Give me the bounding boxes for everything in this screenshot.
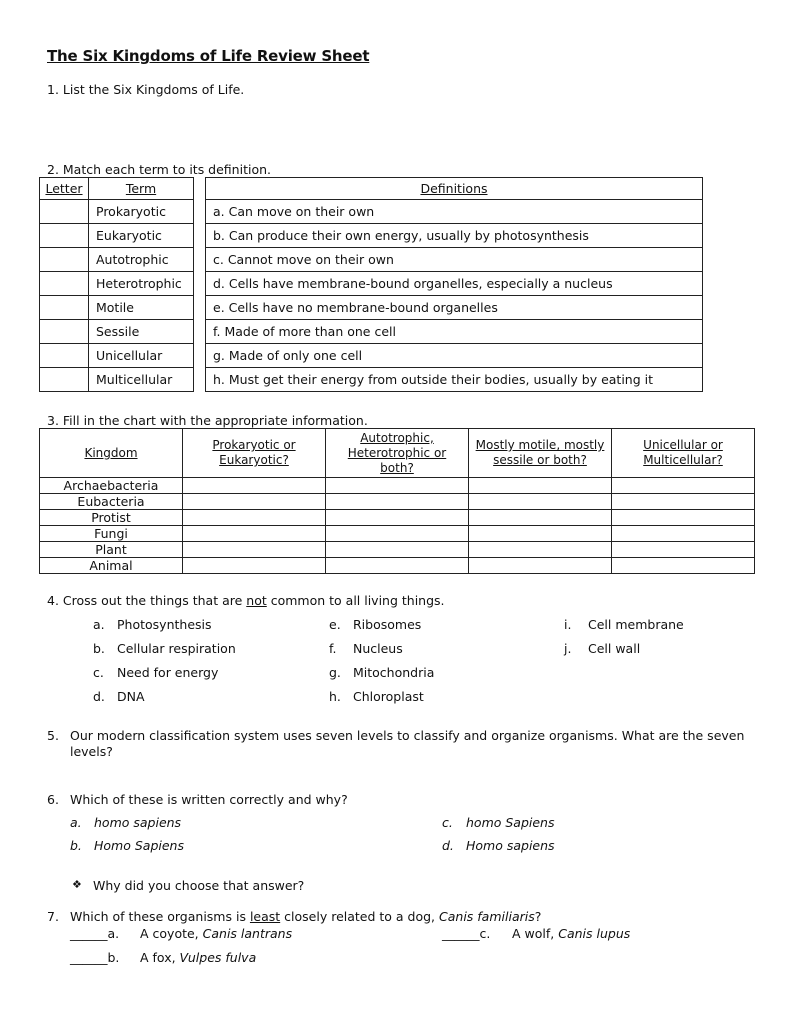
table-row — [40, 542, 755, 558]
option-letter: c. — [442, 815, 453, 830]
header-line: Unicellular or — [643, 438, 723, 452]
header-line: Eukaryotic? — [219, 453, 289, 467]
option-text: A fox, — [140, 950, 180, 965]
answer-cell[interactable] — [469, 558, 612, 574]
question-7-number: 7. — [47, 909, 59, 924]
option-d[interactable] — [93, 689, 145, 704]
kingdom-cell: Fungi — [40, 526, 183, 542]
answer-blank: ______b. — [70, 950, 120, 965]
option-letter: b. — [93, 641, 105, 656]
option-c[interactable] — [442, 815, 555, 830]
term-cell: Unicellular — [89, 344, 194, 368]
answer-cell[interactable] — [183, 558, 326, 574]
header-line: sessile or both? — [493, 453, 587, 467]
kingdom-header-text: Kingdom — [84, 445, 138, 460]
letter-answer-cell[interactable] — [40, 248, 89, 272]
prompt-text: ? — [534, 909, 542, 924]
question-4-prompt — [47, 593, 445, 609]
answer-cell[interactable] — [612, 510, 755, 526]
option-letter: i. — [564, 617, 572, 632]
question-2-prompt: 2. Match each term to its definition. — [47, 162, 271, 177]
page-title: The Six Kingdoms of Life Review Sheet — [47, 47, 370, 65]
letter-term-table — [39, 177, 194, 392]
header-line: Autotrophic, — [360, 430, 434, 445]
definitions-table — [205, 177, 703, 392]
option-b[interactable] — [70, 950, 256, 965]
option-text: Homo Sapiens — [94, 838, 184, 853]
answer-cell[interactable] — [469, 510, 612, 526]
answer-cell[interactable] — [326, 510, 469, 526]
definition-cell: e. Cells have no membrane-bound organelles — [206, 296, 703, 320]
option-text: Ribosomes — [353, 617, 422, 632]
motile-header — [469, 429, 612, 478]
option-d[interactable] — [442, 838, 555, 853]
option-f[interactable] — [329, 641, 403, 656]
option-letter: h. — [329, 689, 341, 704]
option-text: Homo sapiens — [466, 838, 555, 853]
letter-header: Letter — [40, 178, 89, 200]
term-cell: Prokaryotic — [89, 200, 194, 224]
answer-cell[interactable] — [326, 558, 469, 574]
option-c[interactable] — [442, 926, 630, 941]
answer-cell[interactable] — [183, 478, 326, 494]
answer-cell[interactable] — [183, 542, 326, 558]
option-text: homo sapiens — [94, 815, 182, 830]
table-row — [40, 494, 755, 510]
kingdom-chart — [39, 428, 755, 574]
kingdom-cell: Eubacteria — [40, 494, 183, 510]
option-a[interactable] — [93, 617, 212, 632]
question-1: 1. List the Six Kingdoms of Life. — [47, 82, 245, 97]
question-6-number: 6. — [47, 792, 59, 807]
letter-answer-cell[interactable] — [40, 296, 89, 320]
letter-answer-cell[interactable] — [40, 272, 89, 296]
bullet-icon: ❖ — [72, 878, 82, 891]
option-species: Vulpes fulva — [179, 950, 257, 965]
question-3-prompt: 3. Fill in the chart with the appropriate information. — [47, 413, 368, 428]
term-cell: Heterotrophic — [89, 272, 194, 296]
option-i[interactable] — [564, 617, 684, 632]
option-letter: j. — [564, 641, 572, 656]
term-cell: Sessile — [89, 320, 194, 344]
header-line: Heterotrophic or — [347, 445, 447, 460]
question-6-prompt: Which of these is written correctly and why? — [70, 792, 348, 807]
option-a[interactable] — [70, 815, 181, 830]
option-text: A wolf, — [512, 926, 559, 941]
prompt-text: 4. Cross out the things that are — [47, 593, 247, 608]
question-7-prompt — [70, 909, 541, 924]
answer-cell[interactable] — [326, 478, 469, 494]
question-5-line-2: levels? — [70, 744, 113, 759]
term-cell: Eukaryotic — [89, 224, 194, 248]
definitions-header: Definitions — [206, 178, 703, 200]
option-letter: a. — [70, 815, 82, 830]
kingdom-cell: Protist — [40, 510, 183, 526]
autotrophic-header — [326, 429, 469, 478]
option-b[interactable] — [93, 641, 236, 656]
header-line: Prokaryotic or — [212, 438, 296, 452]
letter-answer-cell[interactable] — [40, 320, 89, 344]
term-header: Term — [89, 178, 194, 200]
table-row — [40, 558, 755, 574]
option-text: Cell wall — [588, 641, 641, 656]
option-text: Chloroplast — [353, 689, 424, 704]
definition-cell: b. Can produce their own energy, usually by photosynthesis — [206, 224, 703, 248]
option-e[interactable] — [329, 617, 421, 632]
prompt-text: common to all living things. — [266, 593, 445, 608]
answer-cell[interactable] — [612, 494, 755, 510]
prompt-emphasis: not — [246, 593, 267, 608]
option-species: Canis lupus — [558, 926, 631, 941]
answer-cell[interactable] — [612, 542, 755, 558]
option-letter: b. — [70, 838, 82, 853]
answer-blank: ______a. — [70, 926, 120, 941]
question-5-line-1: Our modern classification system uses seven levels to classify and organize organisms. What are the seven — [70, 728, 745, 743]
header-line: Mostly motile, mostly — [475, 438, 605, 452]
kingdom-header — [40, 429, 183, 478]
answer-cell[interactable] — [326, 526, 469, 542]
answer-cell[interactable] — [469, 542, 612, 558]
letter-answer-cell[interactable] — [40, 368, 89, 392]
option-letter: c. — [93, 665, 104, 680]
term-cell: Multicellular — [89, 368, 194, 392]
definition-cell: f. Made of more than one cell — [206, 320, 703, 344]
option-text: DNA — [117, 689, 145, 704]
definition-cell: h. Must get their energy from outside their bodies, usually by eating it — [206, 368, 703, 392]
kingdom-cell: Animal — [40, 558, 183, 574]
definition-cell: a. Can move on their own — [206, 200, 703, 224]
letter-answer-cell[interactable] — [40, 344, 89, 368]
answer-cell[interactable] — [183, 510, 326, 526]
option-text: homo Sapiens — [466, 815, 555, 830]
kingdom-cell: Archaebacteria — [40, 478, 183, 494]
answer-cell[interactable] — [612, 526, 755, 542]
prompt-emphasis: least — [249, 909, 281, 924]
option-text: A coyote, — [140, 926, 203, 941]
option-text: Nucleus — [353, 641, 403, 656]
term-cell: Motile — [89, 296, 194, 320]
table-row — [40, 478, 755, 494]
option-text: Photosynthesis — [117, 617, 212, 632]
header-line: both? — [380, 460, 414, 475]
letter-answer-cell[interactable] — [40, 224, 89, 248]
option-text: Cell membrane — [588, 617, 684, 632]
option-text: Need for energy — [117, 665, 219, 680]
answer-cell[interactable] — [183, 526, 326, 542]
option-h[interactable] — [329, 689, 424, 704]
header-line: Multicellular? — [643, 453, 723, 467]
table-row — [40, 510, 755, 526]
answer-cell[interactable] — [469, 526, 612, 542]
prompt-species: Canis familiaris — [439, 909, 535, 924]
option-text: Mitochondria — [353, 665, 435, 680]
option-c[interactable] — [93, 665, 218, 680]
definition-cell: d. Cells have membrane-bound organelles, especially a nucleus — [206, 272, 703, 296]
term-cell: Autotrophic — [89, 248, 194, 272]
option-j[interactable] — [564, 641, 640, 656]
option-letter: a. — [93, 617, 105, 632]
option-letter: f. — [329, 641, 337, 656]
kingdom-cell: Plant — [40, 542, 183, 558]
answer-cell[interactable] — [183, 494, 326, 510]
option-letter: d. — [93, 689, 105, 704]
answer-cell[interactable] — [612, 478, 755, 494]
prompt-text: Which of these organisms is — [70, 909, 250, 924]
option-letter: e. — [329, 617, 341, 632]
definition-cell: g. Made of only one cell — [206, 344, 703, 368]
prokaryotic-header — [183, 429, 326, 478]
answer-blank: ______c. — [442, 926, 491, 941]
answer-cell[interactable] — [326, 542, 469, 558]
option-species: Canis lantrans — [202, 926, 293, 941]
table-row — [40, 526, 755, 542]
option-a[interactable] — [70, 926, 292, 941]
question-6-why: Why did you choose that answer? — [93, 878, 305, 893]
option-letter: g. — [329, 665, 341, 680]
definition-cell: c. Cannot move on their own — [206, 248, 703, 272]
option-g[interactable] — [329, 665, 434, 680]
answer-cell[interactable] — [326, 494, 469, 510]
option-b[interactable] — [70, 838, 184, 853]
question-5-number: 5. — [47, 728, 59, 743]
answer-cell[interactable] — [612, 558, 755, 574]
prompt-text: closely related to a dog, — [280, 909, 440, 924]
answer-cell[interactable] — [469, 478, 612, 494]
option-text: Cellular respiration — [117, 641, 236, 656]
unicellular-header — [612, 429, 755, 478]
answer-cell[interactable] — [469, 494, 612, 510]
letter-answer-cell[interactable] — [40, 200, 89, 224]
option-letter: d. — [442, 838, 454, 853]
